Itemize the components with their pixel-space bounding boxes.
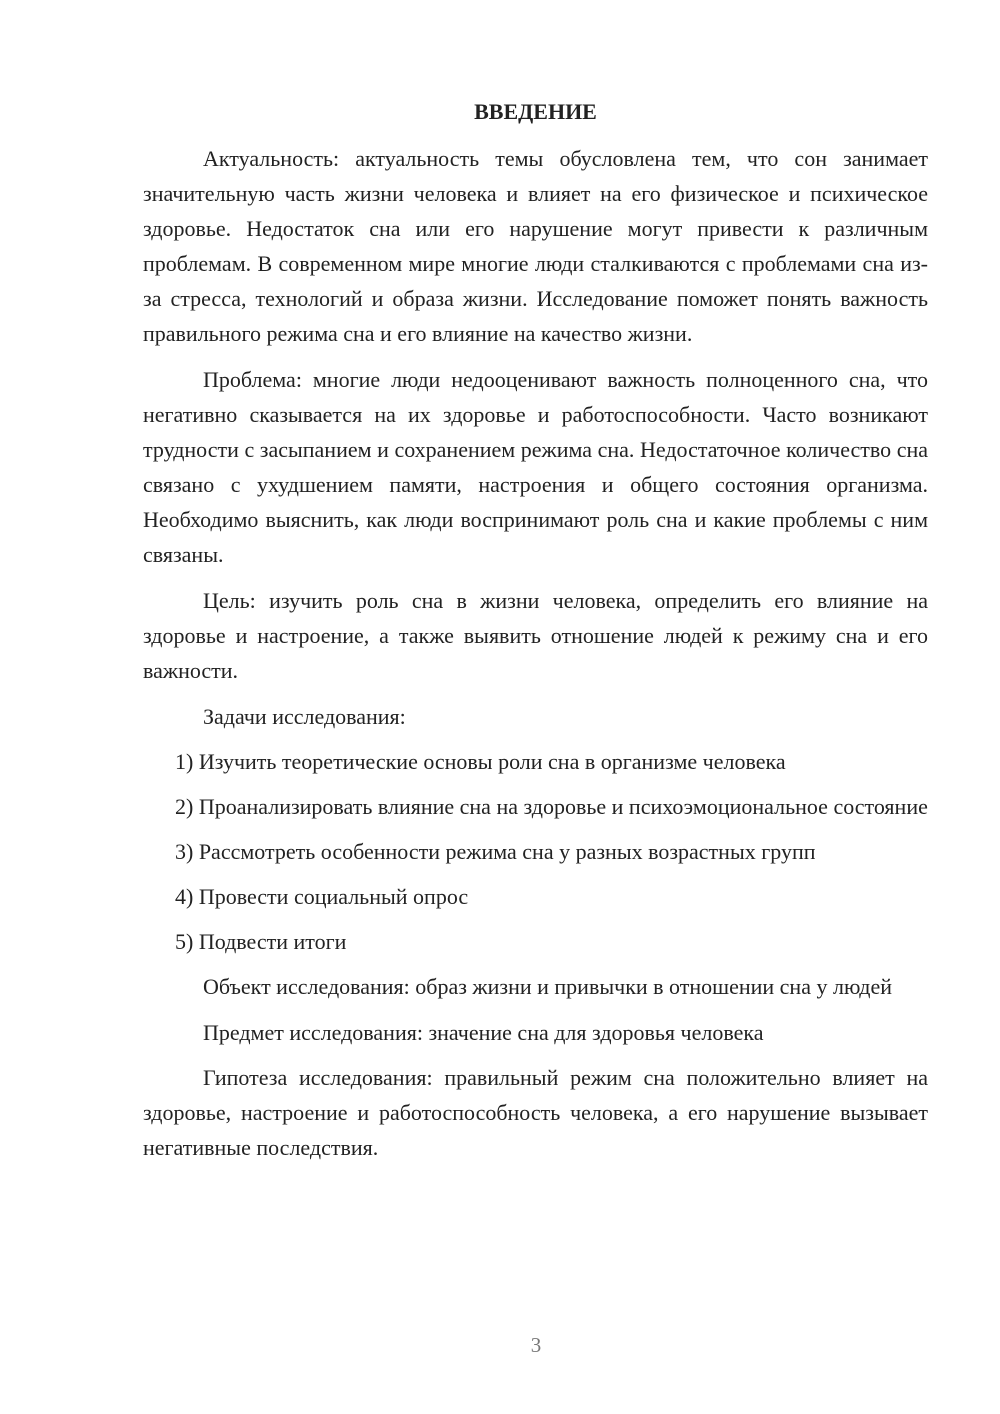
paragraph-object: Объект исследования: образ жизни и привычки в отношении сна у людей xyxy=(203,974,892,999)
paragraph-problem: Проблема: многие люди недооценивают важность полноценного сна, что негативно сказывается на их здоровье и работоспособности. Часто возникают трудности с засыпанием и сохранением режима сна. Недостаточное количество сна связано с ухудшением памяти, настроения и общего состояния организма. Необходимо выяснить, как люди воспринимают роль сна и какие проблемы с ним связаны. xyxy=(143,367,928,567)
tasks-list xyxy=(143,744,928,959)
page-content xyxy=(143,94,928,1176)
paragraph-subject: Предмет исследования: значение сна для здоровья человека xyxy=(203,1020,764,1045)
paragraph-goal: Цель: изучить роль сна в жизни человека, определить его влияние на здоровье и настроение, а также выявить отношение людей к режиму сна и его важности. xyxy=(143,588,928,683)
task-item: 4) Провести социальный опрос xyxy=(175,884,469,909)
tasks-heading: Задачи исследования: xyxy=(203,704,406,729)
task-item: 2) Проанализировать влияние сна на здоровье и психоэмоциональное состояние xyxy=(175,794,928,819)
page-title: ВВЕДЕНИЕ xyxy=(474,99,597,124)
page-number: 3 xyxy=(530,1333,542,1357)
task-item: 1) Изучить теоретические основы роли сна в организме человека xyxy=(175,749,786,774)
task-item: 3) Рассмотреть особенности режима сна у разных возрастных групп xyxy=(175,839,816,864)
paragraph-hypothesis: Гипотеза исследования: правильный режим сна положительно влияет на здоровье, настроение и работоспособность человека, а его нарушение вызывает негативные последствия. xyxy=(143,1065,928,1160)
task-item: 5) Подвести итоги xyxy=(175,929,347,954)
paragraph-relevance: Актуальность: актуальность темы обусловлена тем, что сон занимает значительную часть жизни человека и влияет на его физическое и психическое здоровье. Недостаток сна или его нарушение могут привести к различным проблемам. В современном мире многие люди сталкиваются с проблемами сна из-за стресса, технологий и образа жизни. Исследование поможет понять важность правильного режима сна и его влияние на качество жизни. xyxy=(143,146,928,346)
